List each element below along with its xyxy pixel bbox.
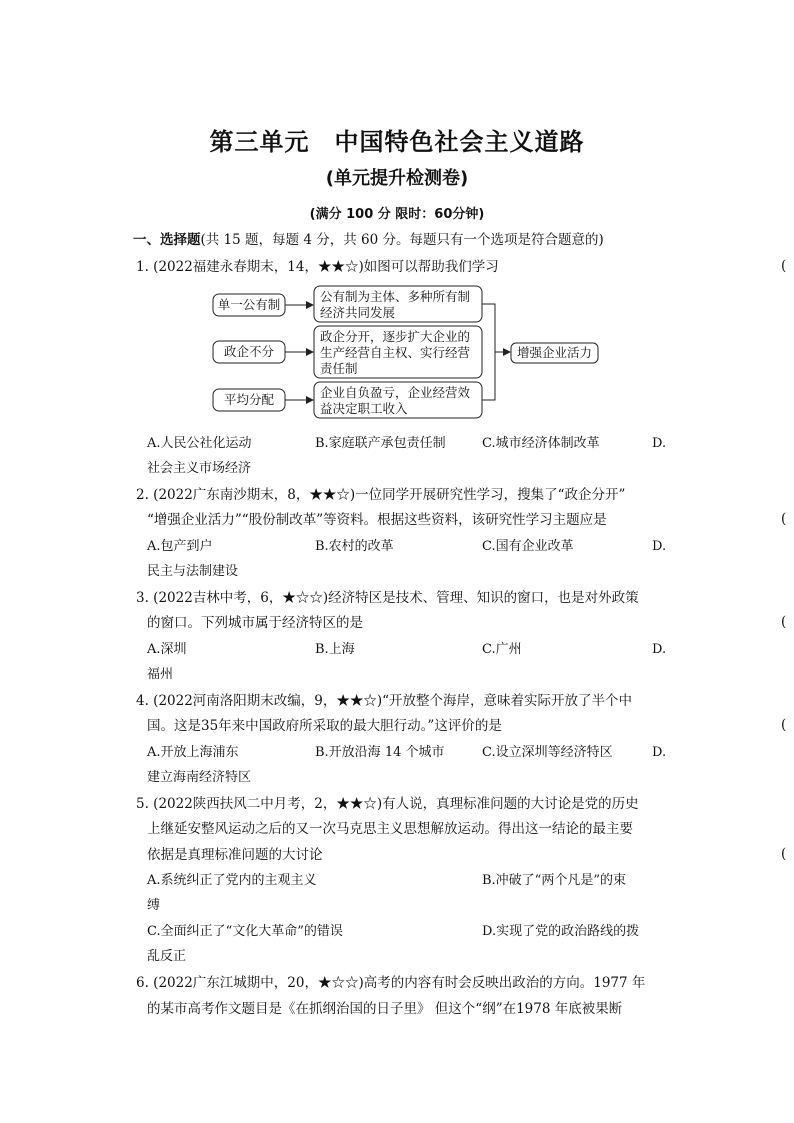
diagram-bracket	[482, 304, 495, 400]
q1-option-b[interactable]: B.家庭联产承包责任制	[315, 436, 446, 451]
q3-stem-line-1: 3. (2022吉林中考，6，★☆☆)经济特区是技术、管理、知识的窗口，也是对外政策	[136, 590, 639, 606]
q2-option-b[interactable]: B.农村的改革	[315, 539, 394, 554]
q2-option-d-text: 民主与法制建设	[147, 564, 239, 579]
q4-stem-line-2: 国。这是35年来中国政府所采取的最大胆行动。”这评价的是	[147, 718, 502, 734]
q3-option-c[interactable]: C.广州	[482, 642, 522, 657]
q1-answer-paren: (	[781, 258, 787, 274]
q2-option-d[interactable]: D.	[652, 539, 667, 554]
q3-answer-paren: (	[781, 614, 787, 630]
q1-diagram	[210, 284, 610, 424]
q5-option-a[interactable]: A.系统纠正了党内的主观主义	[147, 873, 317, 888]
page-title: 第三单元 中国特色社会主义道路	[209, 128, 585, 156]
q2-stem-line-2: “增强企业活力”“股份制改革”等资料。根据这些资料，该研究性学习主题应是	[147, 512, 607, 528]
q1-stem-line-1: 1. (2022福建永春期末，14，★★☆)如图可以帮助我们学习	[136, 259, 499, 275]
diagram-left-text-3: 平均分配	[223, 392, 275, 407]
diagram-middle-text-2c: 责任制	[320, 361, 358, 376]
q2-stem-line-1: 2. (2022广东南沙期末，8，★★☆)一位同学开展研究性学习，搜集了“政企分开”	[136, 487, 626, 503]
q5-stem-line-2: 上继延安整风运动之后的又一次马克思主义思想解放运动。得出这一结论的最主要	[147, 821, 633, 837]
diagram-result-text: 增强企业活力	[516, 345, 593, 360]
diagram-middle-text-2b: 生产经营自主权、实行经营	[320, 345, 471, 360]
q3-option-d-text: 福州	[147, 667, 174, 682]
diagram-middle-text-1b: 经济共同发展	[320, 305, 396, 320]
q2-answer-paren: (	[781, 511, 787, 527]
q3-option-a[interactable]: A.深圳	[147, 642, 187, 657]
q4-option-c[interactable]: C.设立深圳等经济特区	[482, 745, 613, 760]
q3-stem-line-2: 的窗口。下列城市属于经济特区的是	[147, 615, 363, 631]
q6-stem-line-1: 6. (2022广东江城期中，20，★☆☆)高考的内容有时会反映出政治的方向。1977 年	[136, 975, 646, 991]
q2-option-a[interactable]: A.包产到户	[147, 539, 213, 554]
q2-option-c[interactable]: C.国有企业改革	[482, 539, 574, 554]
q3-option-d[interactable]: D.	[652, 642, 667, 657]
q5-option-d-cont: 乱反正	[147, 949, 187, 964]
q1-option-c[interactable]: C.城市经济体制改革	[482, 436, 600, 451]
diagram-left-text-1: 单一公有制	[217, 297, 281, 312]
diagram-middle-text-3b: 益决定职工收入	[320, 401, 408, 416]
q4-answer-paren: (	[781, 717, 787, 733]
score-note: (满分 100 分 限时：60分钟)	[309, 207, 485, 222]
q4-stem-line-1: 4. (2022河南洛阳期末改编，9，★★☆)“开放整个海岸，意味着实际开放了半个中	[136, 693, 633, 709]
q3-option-b[interactable]: B.上海	[315, 642, 355, 657]
q4-option-d-text: 建立海南经济特区	[147, 770, 252, 785]
q5-answer-paren: (	[781, 846, 787, 862]
diagram-left-text-2: 政企不分	[223, 344, 275, 359]
q1-option-d-text: 社会主义市场经济	[147, 461, 252, 476]
section-heading	[133, 228, 604, 248]
page-subtitle: (单元提升检测卷)	[325, 168, 469, 189]
section-desc: (共 15 题，每题 4 分，共 60 分。每题只有一个选项是符合题意的)	[200, 232, 604, 248]
q5-option-b-cont: 缚	[147, 898, 161, 913]
q5-option-c[interactable]: C.全面纠正了“文化大革命”的错误	[147, 924, 343, 939]
q1-option-a[interactable]: A.人民公社化运动	[147, 436, 252, 451]
q4-option-b[interactable]: B.开放沿海 14 个城市	[315, 745, 445, 760]
q6-stem-line-2: 的某市高考作文题目是《在抓纲治国的日子里》 但这个“纲”在1978 年底被果断	[147, 1001, 623, 1017]
q5-stem-line-3: 依据是真理标准问题的大讨论	[147, 847, 323, 863]
q5-option-b[interactable]: B.冲破了“两个凡是”的束	[482, 873, 626, 888]
q5-option-d[interactable]: D.实现了党的政治路线的拨	[482, 924, 640, 939]
q4-option-a[interactable]: A.开放上海浦东	[147, 745, 239, 760]
diagram-middle-text-1a: 公有制为主体、多种所有制	[320, 289, 471, 304]
diagram-middle-text-2a: 政企分开，逐步扩大企业的	[320, 329, 471, 344]
section-label: 一、选择题	[133, 232, 201, 248]
diagram-middle-text-3a: 企业自负盈亏，企业经营效	[320, 385, 471, 400]
q1-option-d[interactable]: D.	[652, 436, 667, 451]
q4-option-d[interactable]: D.	[652, 745, 667, 760]
q5-stem-line-1: 5. (2022陕西扶风二中月考，2，★★☆)有人说，真理标准问题的大讨论是党的历史	[136, 796, 639, 812]
